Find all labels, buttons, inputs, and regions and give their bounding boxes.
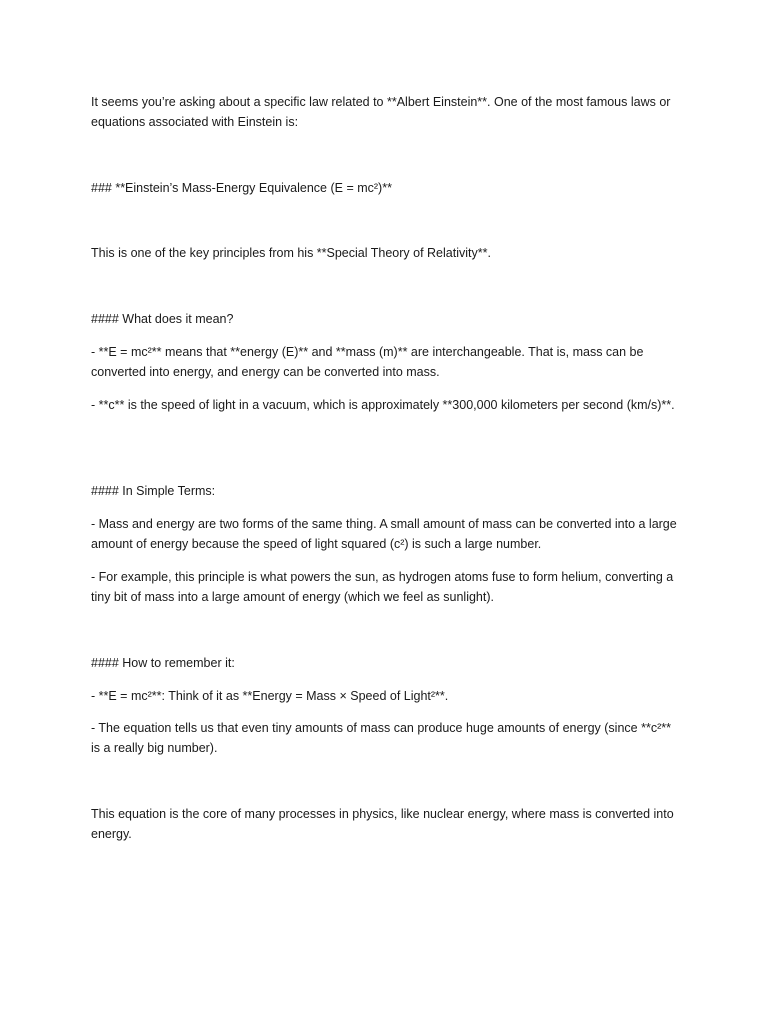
conclusion-paragraph: This equation is the core of many processes in physics, like nuclear energy, where mass is converted into energy. xyxy=(91,807,674,841)
meaning-bullet-1: - **E = mc²** means that **energy (E)** and **mass (m)** are interchangeable. That is, mass can be converted into energy, and energy can be converted into mass. xyxy=(91,345,644,379)
meaning-bullet-2: - **c** is the speed of light in a vacuum, which is approximately **300,000 kilometers per second (km/s)**. xyxy=(91,398,675,412)
remember-bullet-1: - **E = mc²**: Think of it as **Energy = Mass × Speed of Light²**. xyxy=(91,689,449,703)
simple-bullet-2: - For example, this principle is what powers the sun, as hydrogen atoms fuse to form helium, converting a tiny bit of mass into a large amount of energy (which we feel as sunlight). xyxy=(91,570,674,604)
intro-paragraph: It seems you’re asking about a specific law related to **Albert Einstein**. One of the most famous laws or equations associated with Einstein is: xyxy=(91,95,671,129)
simple-bullet-1: - Mass and energy are two forms of the same thing. A small amount of mass can be converted into a large amount of energy because the speed of light squared (c²) is such a large number. xyxy=(91,517,677,551)
simple-terms-heading: #### In Simple Terms: xyxy=(91,484,216,498)
main-heading: ### **Einstein’s Mass-Energy Equivalence (E = mc²)** xyxy=(91,181,392,195)
meaning-heading: #### What does it mean? xyxy=(91,312,234,326)
remember-heading: #### How to remember it: xyxy=(91,656,235,670)
principle-paragraph: This is one of the key principles from his **Special Theory of Relativity**. xyxy=(91,246,491,260)
remember-bullet-2: - The equation tells us that even tiny amounts of mass can produce huge amounts of energy (since **c²** is a really big number). xyxy=(91,721,671,755)
